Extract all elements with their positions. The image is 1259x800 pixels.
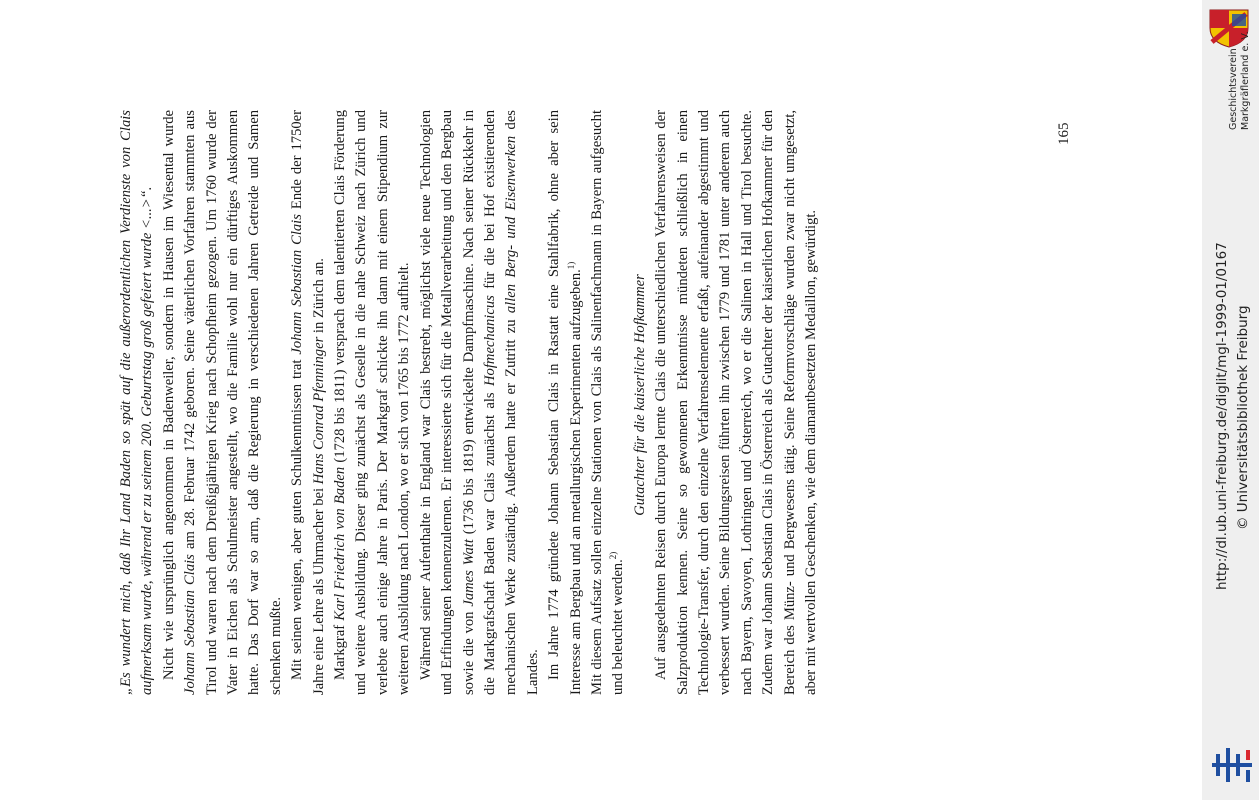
paragraph: Im Jahre 1774 gründete Johann Sebastian Clais in Rastatt eine Stahlfabrik, ohne aber sein Interesse am Bergbau und an metallurgischen Experimenten aufzugeben.$^{1)}$ bbox=[546, 110, 584, 695]
footnote-marker: 2) bbox=[608, 551, 619, 560]
society-name-line1: Geschichtsverein bbox=[1228, 48, 1239, 130]
page-number: 165 bbox=[1056, 122, 1072, 145]
paragraph: Markgraf Karl Friedrich von Baden (1728 bis 1811) versprach dem talentierten Clais Förderung und weitere Ausbildung. Dieser ging zunächst als Geselle in die nahe Schweiz nach Zürich und verlebte auch einige Jahre in Paris. Der Markgraf schickte ihn dann mit einem Stipendium zur weiteren Ausbildung nach London, wo er sich von 1765 bis 1772 aufhielt. bbox=[332, 110, 413, 695]
section-heading: Gutachter für die kaiserliche Hofkammer bbox=[631, 274, 648, 516]
society-name-line2: Markgräflerland e. V. bbox=[1240, 31, 1251, 130]
paragraph: Nicht wie ursprünglich angenommen in Badenweiler, sondern in Hausen im Wiesental wurde Johann Sebastian Clais am 28. Februar 1742 geboren. Seine väterlichen Vorfahren stammten aus Tirol und waren nach dem Dreißigjährigen Krieg nach Schopfheim gezogen. Um 1760 wurde der Vater in Eichen als Schulmeister angestellt, wo die Familie wohl nur ein dürftiges Auskommen hatte. Das Dorf war so arm, daß die Regierung in verschiedenen Jahren Getreide und Samen schenken mußte. bbox=[160, 110, 284, 695]
paragraph: Auf ausgedehnten Reisen durch Europa lernte Clais die unterschiedlichen Verfahrensweisen der Salzproduktion kennen. Seine so gewonnenen Erkenntnisse mündeten schließlich in einen Technologie-Transfer, durch den einzelne Verfahrenselemente erfaßt, aufeinander abgestimmt und verbessert wurden. Seine Bildungsreisen führten ihn zwischen 1779 und 1781 unter anderem auch nach Bayern, Savoyen, Lothringen und Österreich, wo er die Salinen in Hall und Tirol besuchte. Zudem war Johann Sebastian Clais in Österreich als Gutachter der kaiserlichen Hofkammer für den Bereich des Münz- und Bergwesens tätig. Seine Reformvorschläge wurden zwar nicht umgesetzt, aber mit wertvollen Geschenken, wie dem diamantbesetzten Medaillon, gewürdigt. bbox=[653, 110, 819, 695]
university-library-logo-icon bbox=[1210, 746, 1254, 784]
copyright-notice: © Universitätsbibliothek Freiburg bbox=[1235, 305, 1251, 530]
paragraph: Während seiner Aufenthalte in England war Clais bestrebt, möglichst viele neue Technologien und Erfindungen kennenzulernen. Er interessierte sich für die Metallverarbeitung und den Bergbau sowie die von James Watt (1736 bis 1819) entwickelte Dampfmaschine. Nach seiner Rückkehr in die Markgrafschaft Baden war Clais zunächst als Hofmechanicus für die bei Hof existierenden mechanischen Werke zuständig. Außerdem hatte er Zutritt zu allen Berg- und Eisenwerken des Landes. bbox=[417, 109, 541, 695]
paragraph: Mit seinen wenigen, aber guten Schulkenntnissen trat Johann Sebastian Clais Ende der 1750er Jahre eine Lehre als Uhrmacher bei Hans Conrad Pfenninger in Zürich an. bbox=[289, 110, 327, 695]
document-text bbox=[116, 110, 822, 695]
document-url-link[interactable]: http://dl.ub.uni-freiburg.de/diglit/mgl-1999-01/0167 bbox=[1214, 242, 1230, 590]
footnote-marker: 1) bbox=[565, 261, 576, 270]
opening-quote: „Es wundert mich, daß Ihr Land Baden so spät auf die außerordentlichen Verdienste von Clais aufmerksam wurde, während er zu seinem 200. Geburtstag groß gefeiert wurde <...>“. bbox=[118, 110, 156, 695]
paragraph: Mit diesem Aufsatz sollen einzelne Stationen von Clais als Salinenfachmann in Bayern aufgesucht und beleuchtet werden.$^{2)}$ bbox=[588, 110, 627, 695]
